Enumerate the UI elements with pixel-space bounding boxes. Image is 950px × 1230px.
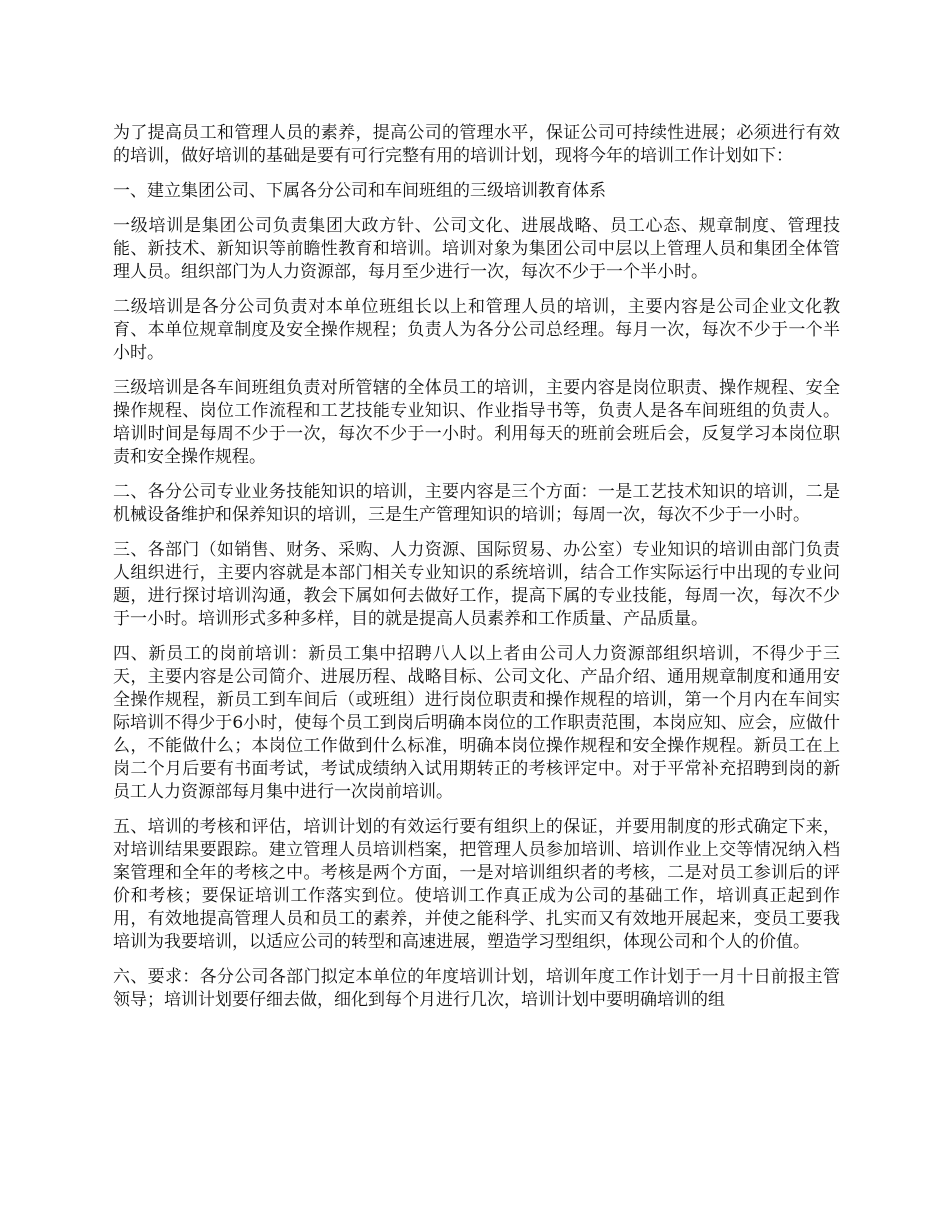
level-one-training-paragraph: 一级培训是集团公司负责集团大政方针、公司文化、进展战略、员工心态、规章制度、管理技能、新技术、新知识等前瞻性教育和培训。培训对象为集团公司中层以上管理人员和集团全体管理人员。组织部门为人力资源部，每月至少进行一次，每次不少于一个半小时。 xyxy=(113,216,840,282)
level-three-training-paragraph: 三级培训是各车间班组负责对所管辖的全体员工的培训，主要内容是岗位职责、操作规程、安全操作规程、岗位工作流程和工艺技能专业知识、作业指导书等，负责人是各车间班组的负责人。培训时间是每周不少于一次，每次不少于一小时。利用每天的班前会班后会，反复学习本岗位职责和安全操作规程。 xyxy=(113,378,840,467)
section-5-paragraph: 五、培训的考核和评估，培训计划的有效运行要有组织上的保证，并要用制度的形式确定下来，对培训结果要跟踪。建立管理人员培训档案，把管理人员参加培训、培训作业上交等情况纳入档案管理和全年的考核之中。考核是两个方面，一是对培训组织者的考核，二是对员工参训后的评价和考核；要保证培训工作落实到位。使培训工作真正成为公司的基础工作，培训真正起到作用，有效地提高管理人员和员工的素养，并使之能科学、扎实而又有效地开展起来，变员工要我培训为我要培训，以适应公司的转型和高速进展，塑造学习型组织，体现公司和个人的价值。 xyxy=(113,817,840,952)
document-body xyxy=(113,122,840,1024)
section-6-paragraph: 六、要求：各分公司各部门拟定本单位的年度培训计划，培训年度工作计划于一月十日前报主管领导；培训计划要仔细去做，细化到每个月进行几次，培训计划中要明确培训的组 xyxy=(113,967,840,1010)
section-2-paragraph: 二、各分公司专业业务技能知识的培训，主要内容是三个方面：一是工艺技术知识的培训，二是机械设备维护和保养知识的培训，三是生产管理知识的培训；每周一次，每次不少于一小时。 xyxy=(113,482,840,525)
section-4-paragraph: 四、新员工的岗前培训：新员工集中招聘八人以上者由公司人力资源部组织培训，不得少于三天，主要内容是公司简介、进展历程、战略目标、公司文化、产品介绍、通用规章制度和通用安全操作规程，新员工到车间后（或班组）进行岗位职责和操作规程的培训，第一个月内在车间实际培训不得少于6小时，使每个员工到岗后明确本岗位的工作职责范围，本岗应知、应会，应做什么，不能做什么；本岗位工作做到什么标准，明确本岗位操作规程和安全操作规程。新员工在上岗二个月后要有书面考试，考试成绩纳入试用期转正的考核评定中。对于平常补充招聘到岗的新员工人力资源部每月集中进行一次岗前培训。 xyxy=(113,644,840,802)
level-two-training-paragraph: 二级培训是各分公司负责对本单位班组长以上和管理人员的培训，主要内容是公司企业文化教育、本单位规章制度及安全操作规程；负责人为各分公司总经理。每月一次，每次不少于一个半小时。 xyxy=(113,297,840,363)
section-heading-1: 一、建立集团公司、下属各分公司和车间班组的三级培训教育体系 xyxy=(113,181,606,201)
section-3-paragraph: 三、各部门（如销售、财务、采购、人力资源、国际贸易、办公室）专业知识的培训由部门负责人组织进行，主要内容就是本部门相关专业知识的系统培训，结合工作实际运行中出现的专业问题，进行探讨培训沟通，教会下属如何去做好工作，提高下属的专业技能，每周一次，每次不少于一小时。培训形式多种多样，目的就是提高人员素养和工作质量、产品质量。 xyxy=(113,540,840,629)
intro-paragraph: 为了提高员工和管理人员的素养，提高公司的管理水平，保证公司可持续性进展；必须进行有效的培训，做好培训的基础是要有可行完整有用的培训计划，现将今年的培训工作计划如下： xyxy=(113,123,840,166)
